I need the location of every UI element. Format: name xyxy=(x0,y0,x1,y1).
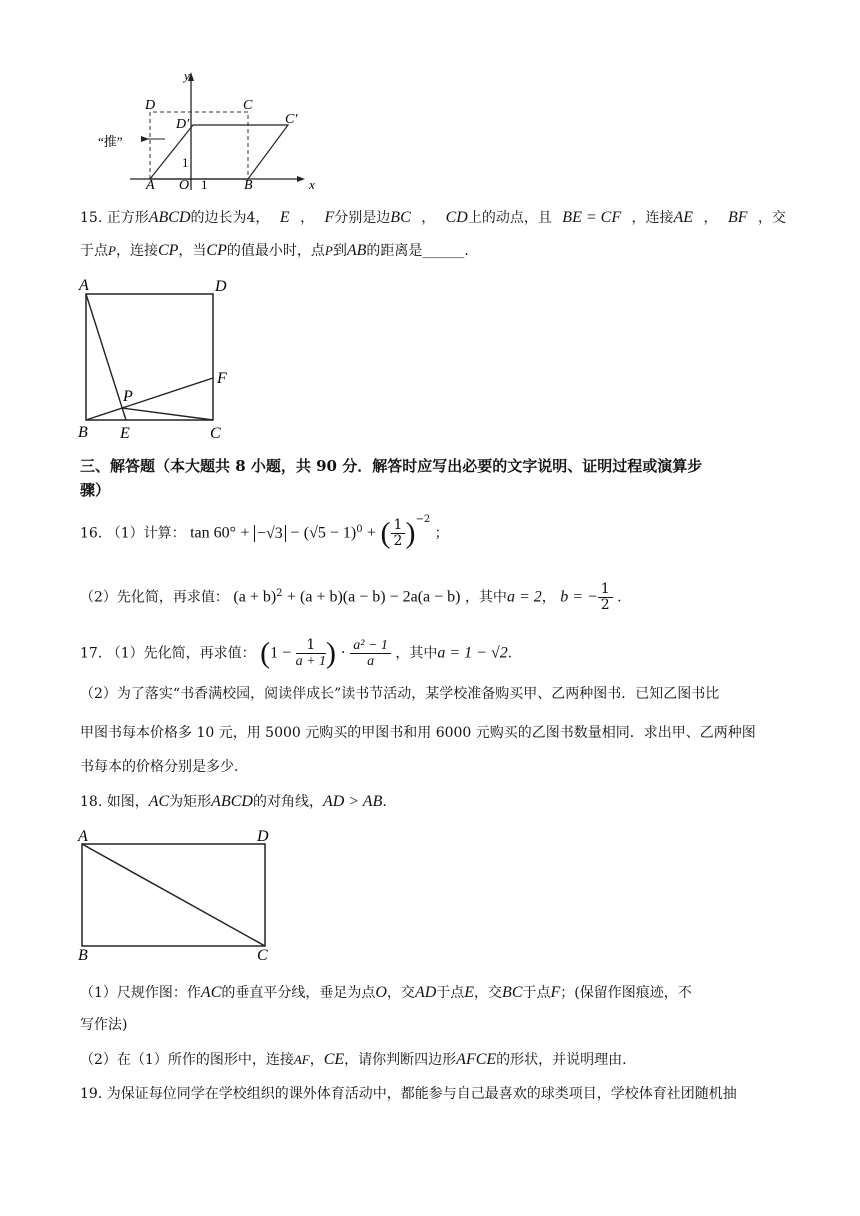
q15-line2: 于点P，连接CP，当CP的值最小时，点P到AB的距离是______. xyxy=(80,242,469,259)
svg-text:C: C xyxy=(243,98,253,113)
q18-part1-line1: （1）尺规作图：作AC的垂直平分线，垂足为点O，交AD于点E，交BC于点F；(保留作图痕迹，不 xyxy=(80,984,692,1001)
svg-text:“推”: “推” xyxy=(98,134,123,149)
svg-text:P: P xyxy=(123,388,133,405)
svg-text:1: 1 xyxy=(182,155,189,170)
svg-text:y: y xyxy=(184,68,190,83)
q17-part2-line3: 书每本的价格分别是多少. xyxy=(80,759,239,775)
q19-line1: 19. 为保证每位同学在学校组织的课外体育活动中，都能参与自己最喜欢的球类项目，学校体育社团随机抽 xyxy=(80,1086,737,1102)
q15-line1: 15. 正方形ABCD的边长为4， E ， F分别是边BC ， CD上的动点，且 BE = CF ，连接AE ， BF ，交 xyxy=(80,209,786,226)
q18-intro: 18. 如图，AC为矩形ABCD的对角线，AD > AB. xyxy=(80,793,387,810)
svg-text:D′: D′ xyxy=(176,117,190,132)
svg-text:1: 1 xyxy=(201,177,208,192)
q17-part2-line1: （2）为了落实“书香满校园，阅读伴成长”读书节活动，某学校准备购买甲、乙两种图书．已知乙图书比 xyxy=(80,686,720,702)
svg-text:C: C xyxy=(257,947,268,964)
section-heading: 三、解答题（本大题共 8 小题，共 90 分．解答时应写出必要的文字说明、证明过程或演算步 xyxy=(80,457,703,475)
q16-part1: 16. （1）计算： $\tan 60^\circ + -√3 - (√5 - 1)^0$ + ( $\frac{1}{2}$ )$^{-2}$ ； xyxy=(80,513,449,550)
svg-text:D: D xyxy=(257,828,269,845)
svg-text:A: A xyxy=(78,828,88,845)
section-heading-cont: 骤） xyxy=(80,481,111,499)
svg-text:C: C xyxy=(210,425,221,442)
q17-part2-line2: 甲图书每本价格多 10 元，用 5000 元购买的甲图书和用 6000 元购买的乙图书数量相同．求出甲、乙两种图 xyxy=(80,725,756,741)
svg-text:B: B xyxy=(78,424,88,441)
q18-part1-line2: 写作法) xyxy=(80,1017,128,1033)
square-figure xyxy=(74,274,244,446)
svg-text:A: A xyxy=(146,178,155,193)
q17-part1: 17. （1）先化简，再求值： (1 − $\frac{1}{a + 1}$ ) · $\frac{\text{a² − 1}}{a}$ ，其中a = 1 − √2. xyxy=(80,636,513,670)
svg-text:F: F xyxy=(217,370,227,387)
svg-text:D: D xyxy=(215,278,227,295)
svg-text:B: B xyxy=(244,178,253,193)
coordinate-figure xyxy=(98,66,315,193)
svg-text:D: D xyxy=(145,98,156,113)
svg-text:O: O xyxy=(179,178,190,193)
svg-text:E: E xyxy=(120,425,130,442)
svg-text:A: A xyxy=(79,277,89,294)
svg-text:C′: C′ xyxy=(285,112,298,127)
svg-text:B: B xyxy=(78,947,88,964)
q16-part2: （2）先化简，再求值： $(a + b)^2 + (a + b)(a - b) - 2a(a - b)$ ，其中a = 2， b = − $\frac{1}{2}$ . xyxy=(80,581,622,613)
q18-part2: （2）在（1）所作的图形中，连接AF，CE，请你判断四边形AFCE的形状，并说明理由. xyxy=(80,1051,627,1068)
rectangle-figure xyxy=(74,826,284,966)
svg-text:x: x xyxy=(309,177,315,192)
